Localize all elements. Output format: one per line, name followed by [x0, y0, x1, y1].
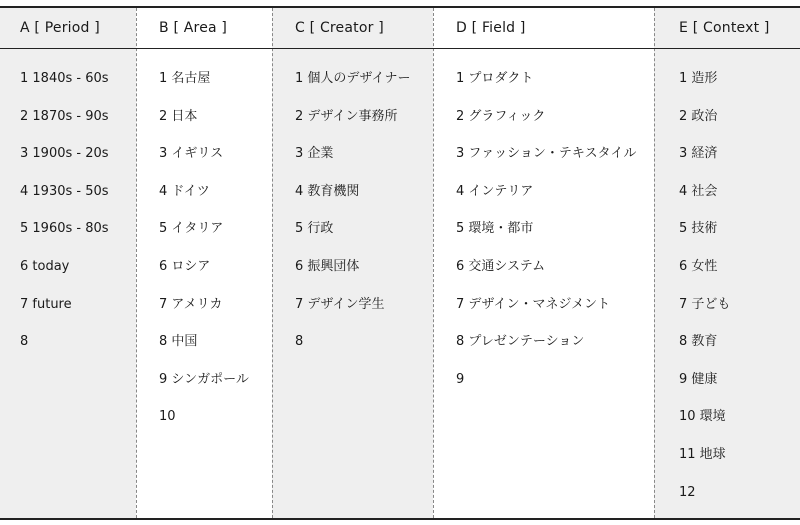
list-item: 12 — [679, 484, 696, 500]
list-item: 10 環境 — [679, 409, 726, 425]
column-items — [295, 70, 429, 371]
list-item: 4 教育機関 — [295, 183, 360, 199]
list-item: 6 today — [20, 258, 70, 274]
list-item: 8 — [295, 334, 304, 350]
list-item: 2 グラフィック — [456, 108, 546, 124]
column-field — [433, 8, 654, 518]
classification-table — [0, 6, 800, 520]
column-period — [0, 8, 136, 518]
list-item: 11 地球 — [679, 446, 726, 462]
list-item: 4 1930s - 50s — [20, 183, 109, 199]
list-item: 5 行政 — [295, 221, 334, 237]
list-item: 6 女性 — [679, 258, 718, 274]
list-item: 6 ロシア — [159, 258, 211, 274]
list-item: 7 デザイン・マネジメント — [456, 296, 611, 312]
list-item: 4 ドイツ — [159, 183, 210, 199]
column-area — [136, 8, 272, 518]
list-item: 4 インテリア — [456, 183, 534, 199]
column-items — [456, 70, 650, 408]
list-item: 8 教育 — [679, 334, 718, 350]
list-item: 8 中国 — [159, 334, 198, 350]
column-title: E [ Context ] — [679, 20, 770, 36]
column-creator — [272, 8, 433, 518]
list-item: 3 1900s - 20s — [20, 146, 109, 162]
list-item: 1 個人のデザイナー — [295, 71, 411, 86]
column-title: D [ Field ] — [456, 20, 526, 36]
list-item: 7 future — [20, 296, 72, 312]
list-item: 1 1840s - 60s — [20, 71, 109, 86]
list-item: 5 1960s - 80s — [20, 221, 109, 237]
column-context — [654, 8, 800, 518]
column-title: B [ Area ] — [159, 20, 228, 36]
list-item: 5 環境・都市 — [456, 221, 534, 237]
list-item: 7 デザイン学生 — [295, 296, 385, 312]
list-item: 2 デザイン事務所 — [295, 108, 398, 124]
list-item: 9 シンガポール — [159, 371, 249, 387]
list-item: 7 アメリカ — [159, 296, 223, 312]
list-item: 5 技術 — [679, 221, 718, 237]
list-item: 1 名古屋 — [159, 71, 211, 86]
list-item: 5 イタリア — [159, 221, 224, 237]
list-item: 9 健康 — [679, 371, 718, 387]
list-item: 8 プレゼンテーション — [456, 334, 585, 350]
list-item: 9 — [456, 371, 465, 387]
column-items — [20, 70, 132, 371]
list-item: 2 日本 — [159, 108, 198, 124]
column-items — [679, 70, 796, 521]
column-title: A [ Period ] — [20, 20, 100, 36]
list-item: 3 企業 — [295, 146, 334, 162]
list-item: 2 政治 — [679, 108, 718, 124]
list-item: 7 子ども — [679, 296, 731, 312]
column-items — [159, 70, 268, 446]
list-item: 1 造形 — [679, 71, 718, 86]
list-item: 3 ファッション・テキスタイル — [456, 146, 637, 162]
column-title: C [ Creator ] — [295, 20, 384, 36]
list-item: 8 — [20, 334, 29, 350]
list-item: 1 プロダクト — [456, 71, 534, 86]
header-divider — [0, 48, 800, 49]
list-item: 6 交通システム — [456, 258, 546, 274]
list-item: 10 — [159, 409, 176, 425]
list-item: 3 経済 — [679, 146, 718, 162]
list-item: 3 イギリス — [159, 146, 224, 162]
list-item: 4 社会 — [679, 183, 718, 199]
list-item: 6 振興団体 — [295, 258, 360, 274]
list-item: 2 1870s - 90s — [20, 108, 109, 124]
